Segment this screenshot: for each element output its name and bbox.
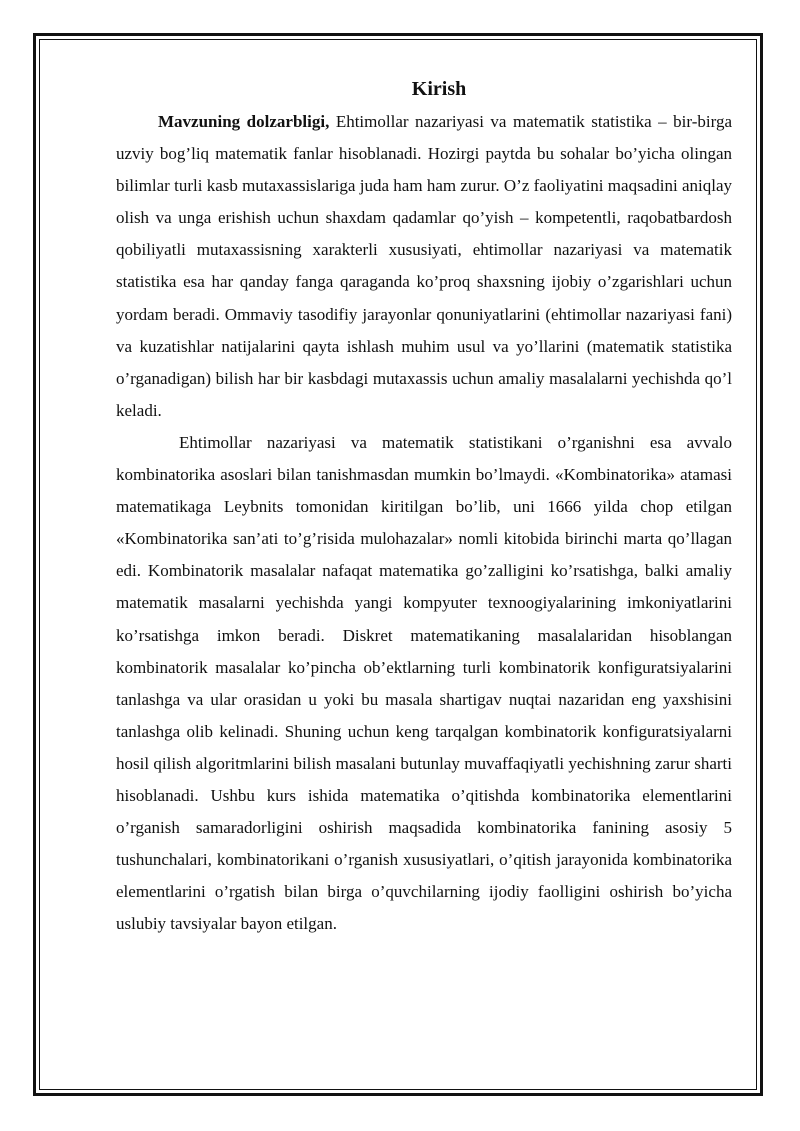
document-body: [116, 74, 732, 940]
paragraph-relevance: [116, 106, 732, 427]
document-title: Kirish: [411, 78, 467, 100]
paragraph-lead: Mavzuning dolzarbligi,: [158, 112, 330, 131]
paragraph-text: Ehtimollar nazariyasi va matematik statistika – bir-birga uzviy bog’liq matematik fanlar hisoblanadi. Hozirgi paytda bu sohalar bo’yicha olingan bilimlar turli kasb mutaxassislariga juda ham ham zurur. O’z faoliyatini maqsadini aniqlay olish va unga erishish uchun shaxdam qadamlar qo’yish – kompetentli, raqobatbardosh qobiliyatli mutaxassisning xarakterli xususiyati, ehtimollar nazariyasi va matematik statistika esa har qanday fanga qaraganda ko’proq shaxsning ijobiy o’zgarishlari uchun yordam beradi. Ommaviy tasodifiy jarayonlar qonuniyatlarini (ehtimollar nazariyasi fani) va kuzatishlar natijalarini qayta ishlash muhim usul va yo’llarini (matematik statistika o’rganadigan) bilish har bir kasbdagi mutaxassis uchun amaliy masalalarni yechishda qo’l keladi.: [116, 112, 732, 420]
paragraph-combinatorics: Ehtimollar nazariyasi va matematik statistikani o’rganishni esa avvalo kombinatorika asoslari bilan tanishmasdan mumkin bo’lmaydi. «Kombinatorika» atamasi matematikaga Leybnits tomonidan kiritilgan bo’lib, uni 1666 yilda chop etilgan «Kombinatorika san’ati to’g’risida mulohazalar» nomli kitobida birinchi marta qo’llagan edi. Kombinatorik masalalar nafaqat matematika go’zalligini ko’rsatishga, balki amaliy matematik masalarni yechishda yangi kompyuter texnoogiyalarining imkoniyatlarini ko’rsatishga imkon beradi. Diskret matematikaning masalalaridan hisoblangan kombinatorik masalalar ko’pincha ob’ektlarning turli kombinatorik konfiguratsiyalarini tanlashga va ular orasidan u yoki bu masala shartigav nuqtai nazaridan eng yaxshisini tanlashga olib kelinadi. Shuning uchun keng tarqalgan kombinatorik konfiguratsiyalarni hosil qilish algoritmlarini bilish masalani butunlay muvaffaqiyatli yechishning zarur sharti hisoblanadi. Ushbu kurs ishida matematika o’qitishda kombinatorika elementlarini o’rganish samaradorligini oshirish maqsadida kombinatorika fanining asosiy 5 tushunchalari, kombinatorikani o’rganish xususiyatlari, o’qitish jarayonida kombinatorika elementlarini o’rgatish bilan birga o’quvchilarning ijodiy faolligini oshirish bo’yicha uslubiy tavsiyalar bayon etilgan.: [116, 432, 732, 934]
